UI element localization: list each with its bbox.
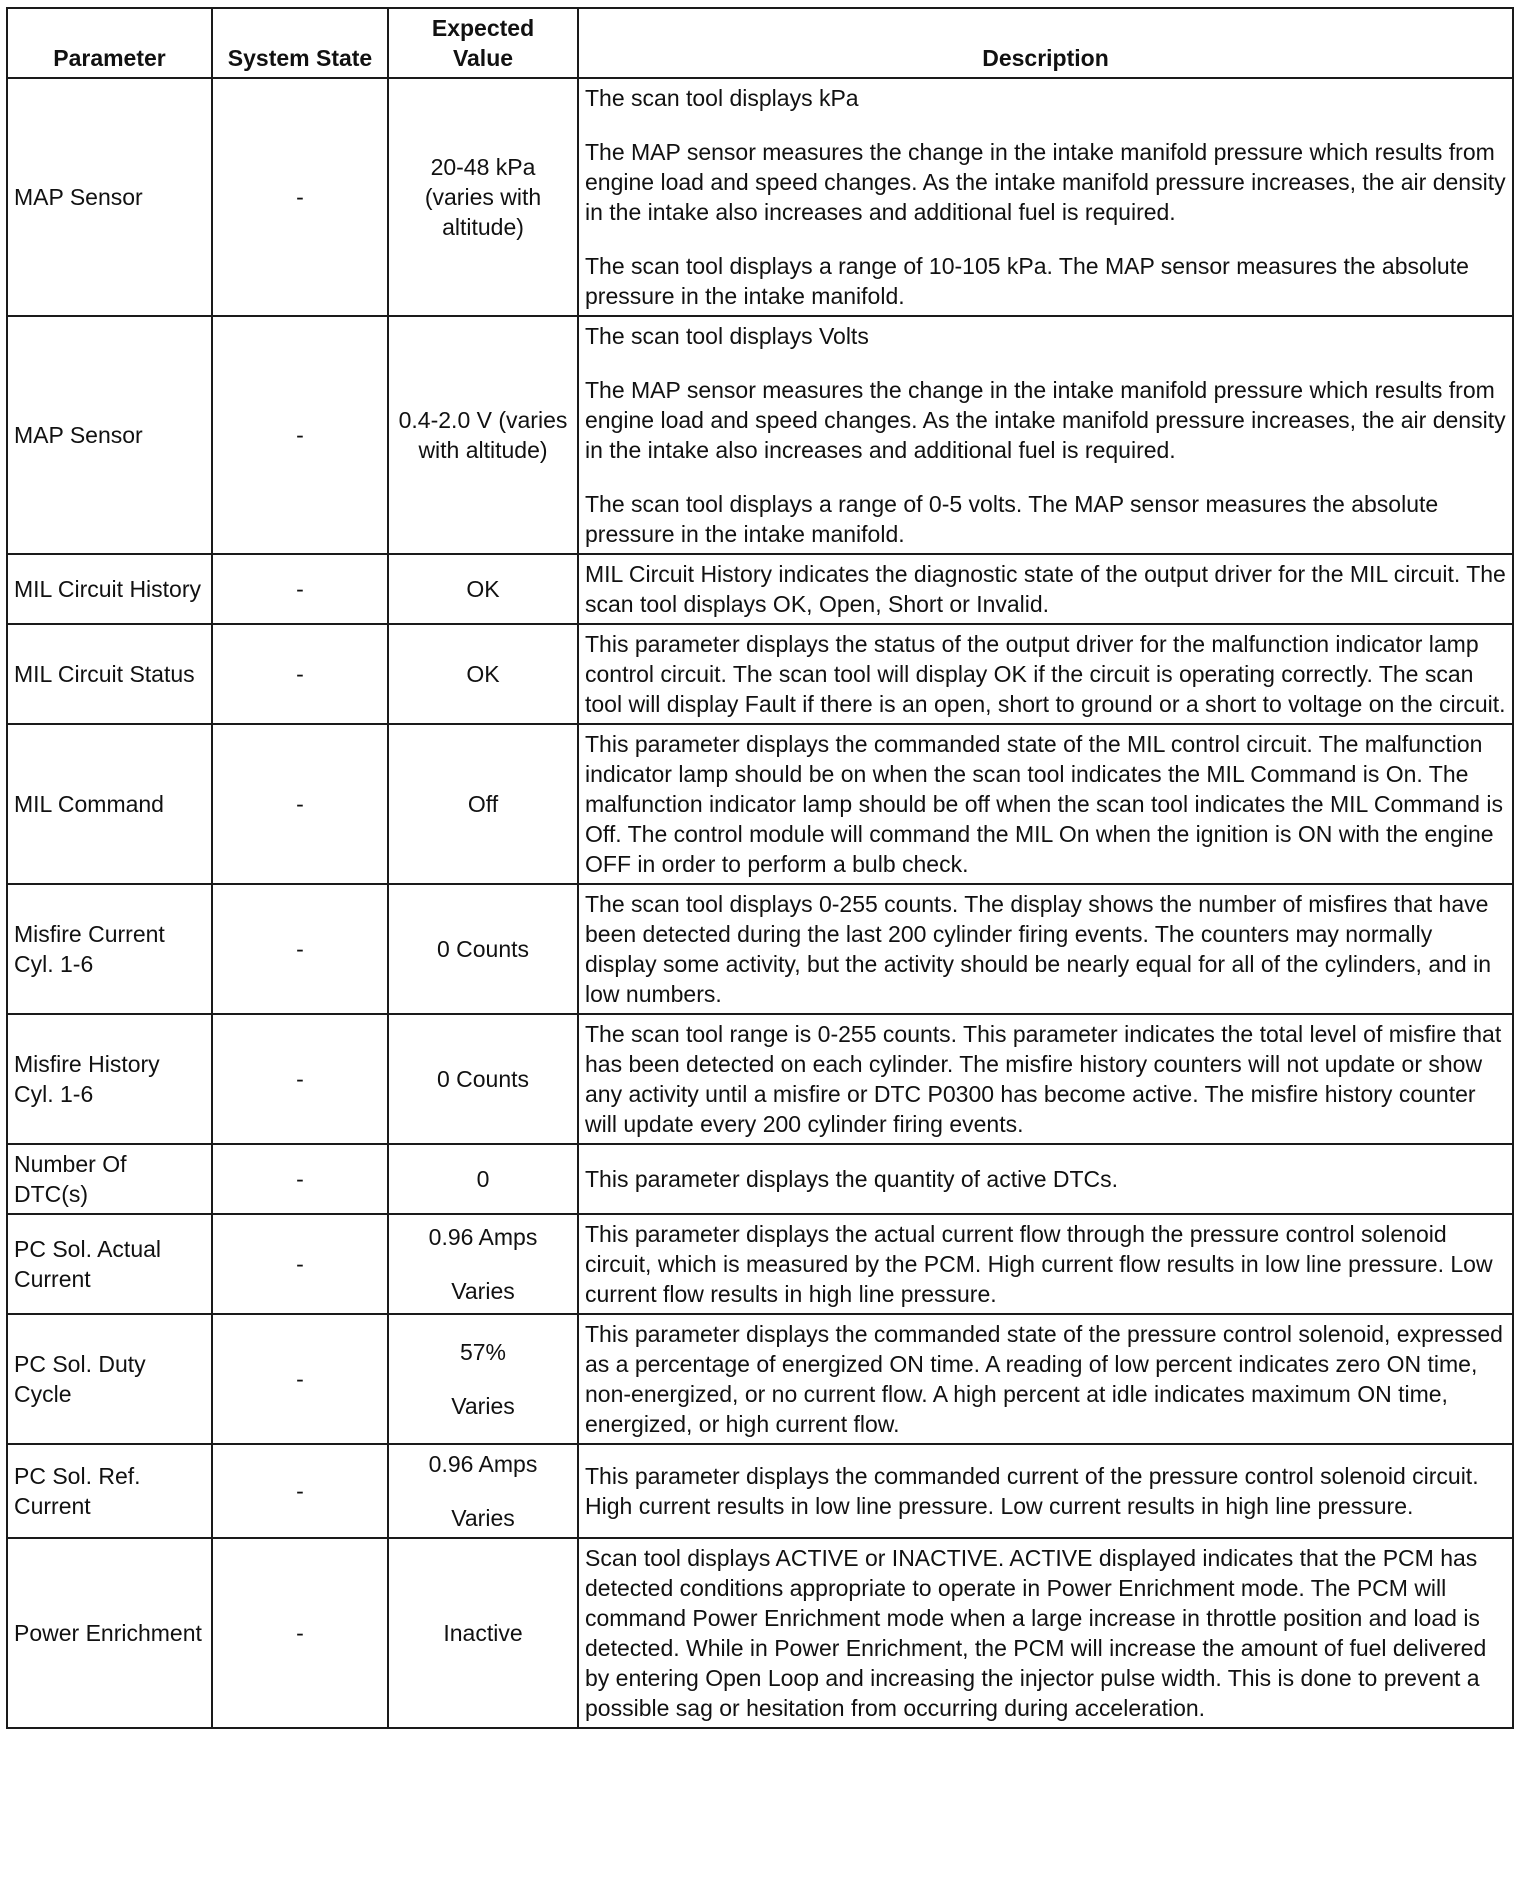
expected-value-cell [388,554,578,624]
description-paragraph: MIL Circuit History indicates the diagnostic state of the output driver for the MIL circuit. The scan tool displays OK, Open, Short or Invalid. [585,561,1506,617]
expected-value-cell [388,316,578,554]
parameter-cell: MIL Circuit History [7,554,212,624]
description-cell [578,316,1513,554]
expected-value-cell [388,1144,578,1214]
description-cell [578,1214,1513,1314]
system-state-cell: - [212,1538,388,1728]
description-paragraph: This parameter displays the status of the output driver for the malfunction indicator lamp control circuit. The scan tool will display OK if the circuit is operating correctly. The scan tool will display Fault if there is an open, short to ground or a short to voltage on the circuit. [585,631,1506,717]
parameter-cell: MIL Circuit Status [7,624,212,724]
description-paragraph: The scan tool displays a range of 10-105 kPa. The MAP sensor measures the absolute pressure in the intake manifold. [585,253,1469,309]
parameter-cell: MAP Sensor [7,316,212,554]
table-row [7,724,1513,884]
table-row [7,624,1513,724]
description-cell [578,724,1513,884]
system-state-cell: - [212,1144,388,1214]
description-cell [578,624,1513,724]
expected-value-cell [388,1014,578,1144]
description-paragraph: This parameter displays the commanded state of the MIL control circuit. The malfunction indicator lamp should be on when the scan tool indicates the MIL Command is On. The malfunction indicator lamp should be off when the scan tool indicates the MIL Command is Off. The control module will command the MIL On when the ignition is ON with the engine OFF in order to perform a bulb check. [585,731,1503,877]
table-row [7,884,1513,1014]
description-paragraph: The MAP sensor measures the change in the intake manifold pressure which results from engine load and speed changes. As the intake manifold pressure increases, the air density in the intake also increases and additional fuel is required. [585,139,1506,225]
description-paragraph: The scan tool displays 0-255 counts. The display shows the number of misfires that have been detected during the last 200 cylinder firing events. The counters may normally display some activity, but the activity should be nearly equal for all of the cylinders, and in low numbers. [585,891,1491,1007]
header-expected-value: Expected Value [388,8,578,78]
system-state-cell: - [212,316,388,554]
header-row [7,8,1513,78]
expected-value-text: 20-48 kPa (varies with altitude) [424,154,542,240]
parameter-cell: PC Sol. Ref. Current [7,1444,212,1538]
description-cell [578,1014,1513,1144]
description-paragraph: The scan tool displays a range of 0-5 volts. The MAP sensor measures the absolute pressure in the intake manifold. [585,491,1439,547]
system-state-cell: - [212,1314,388,1444]
expected-value-cell [388,1538,578,1728]
system-state-cell: - [212,1214,388,1314]
table-row [7,316,1513,554]
description-paragraph: This parameter displays the commanded current of the pressure control solenoid circuit. High current results in low line pressure. Low current results in high line pressure. [585,1463,1479,1519]
description-paragraph: The scan tool range is 0-255 counts. This parameter indicates the total level of misfire that has been detected on each cylinder. The misfire history counters will not update or show any activity until a misfire or DTC P0300 has become active. The misfire history counter will update every 200 cylinder firing events. [585,1021,1502,1137]
parameter-table [6,7,1514,1729]
description-cell [578,1144,1513,1214]
parameter-cell: Misfire History Cyl. 1-6 [7,1014,212,1144]
expected-value-cell [388,1314,578,1444]
table-row [7,1538,1513,1728]
description-cell [578,884,1513,1014]
expected-value-text: Varies [451,1505,515,1531]
parameter-cell: PC Sol. Duty Cycle [7,1314,212,1444]
expected-value-cell [388,884,578,1014]
system-state-cell: - [212,78,388,316]
parameter-cell: MAP Sensor [7,78,212,316]
table-body [7,78,1513,1728]
table-row [7,1444,1513,1538]
system-state-cell: - [212,1014,388,1144]
table-row [7,78,1513,316]
description-paragraph: The scan tool displays kPa [585,85,859,111]
expected-value-text: 0.4-2.0 V (varies with altitude) [398,407,568,463]
expected-value-text: Off [467,791,499,817]
description-cell [578,554,1513,624]
header-parameter: Parameter [7,8,212,78]
expected-value-text: 0.96 Amps [428,1451,538,1477]
table-row [7,1214,1513,1314]
expected-value-text: Varies [451,1393,515,1419]
description-paragraph: This parameter displays the commanded state of the pressure control solenoid, expressed as a percentage of energized ON time. A reading of low percent indicates zero ON time, non-energized, or no current flow. A high percent at idle indicates maximum ON time, energized, or high current flow. [585,1321,1503,1437]
table-row [7,554,1513,624]
description-paragraph: This parameter displays the actual current flow through the pressure control solenoid circuit, which is measured by the PCM. High current flow results in low line pressure. Low current flow results in high line pressure. [585,1221,1493,1307]
parameter-cell: MIL Command [7,724,212,884]
description-paragraph: Scan tool displays ACTIVE or INACTIVE. ACTIVE displayed indicates that the PCM has detected conditions appropriate to operate in Power Enrichment mode. The PCM will command Power Enrichment mode when a large increase in throttle position and load is detected. While in Power Enrichment, the PCM will increase the amount of fuel delivered by entering Open Loop and increasing the injector pulse width. This is done to prevent a possible sag or hesitation from occurring during acceleration. [585,1545,1487,1721]
expected-value-cell [388,624,578,724]
parameter-cell: Number Of DTC(s) [7,1144,212,1214]
system-state-cell: - [212,554,388,624]
parameter-cell: Power Enrichment [7,1538,212,1728]
system-state-cell: - [212,1444,388,1538]
description-paragraph: This parameter displays the quantity of active DTCs. [585,1166,1119,1192]
header-description: Description [578,8,1513,78]
header-system-state: System State [212,8,388,78]
expected-value-text: Inactive [443,1620,523,1646]
system-state-cell: - [212,884,388,1014]
expected-value-text: 0 Counts [436,936,530,962]
expected-value-cell [388,1444,578,1538]
expected-value-text: OK [466,576,500,602]
table-row [7,1314,1513,1444]
expected-value-cell [388,78,578,316]
expected-value-text: 57% [459,1339,507,1365]
description-cell [578,1314,1513,1444]
system-state-cell: - [212,624,388,724]
table-row [7,1144,1513,1214]
description-cell [578,78,1513,316]
description-cell [578,1538,1513,1728]
system-state-cell: - [212,724,388,884]
expected-value-text: 0 [476,1166,490,1192]
description-paragraph: The MAP sensor measures the change in the intake manifold pressure which results from engine load and speed changes. As the intake manifold pressure increases, the air density in the intake also increases and additional fuel is required. [585,377,1506,463]
expected-value-text: Varies [451,1278,515,1304]
expected-value-text: 0.96 Amps [428,1224,538,1250]
expected-value-cell [388,724,578,884]
expected-value-cell [388,1214,578,1314]
expected-value-text: 0 Counts [436,1066,530,1092]
description-cell [578,1444,1513,1538]
expected-value-text: OK [466,661,500,687]
table-row [7,1014,1513,1144]
parameter-cell: PC Sol. Actual Current [7,1214,212,1314]
parameter-cell: Misfire Current Cyl. 1-6 [7,884,212,1014]
description-paragraph: The scan tool displays Volts [585,323,869,349]
